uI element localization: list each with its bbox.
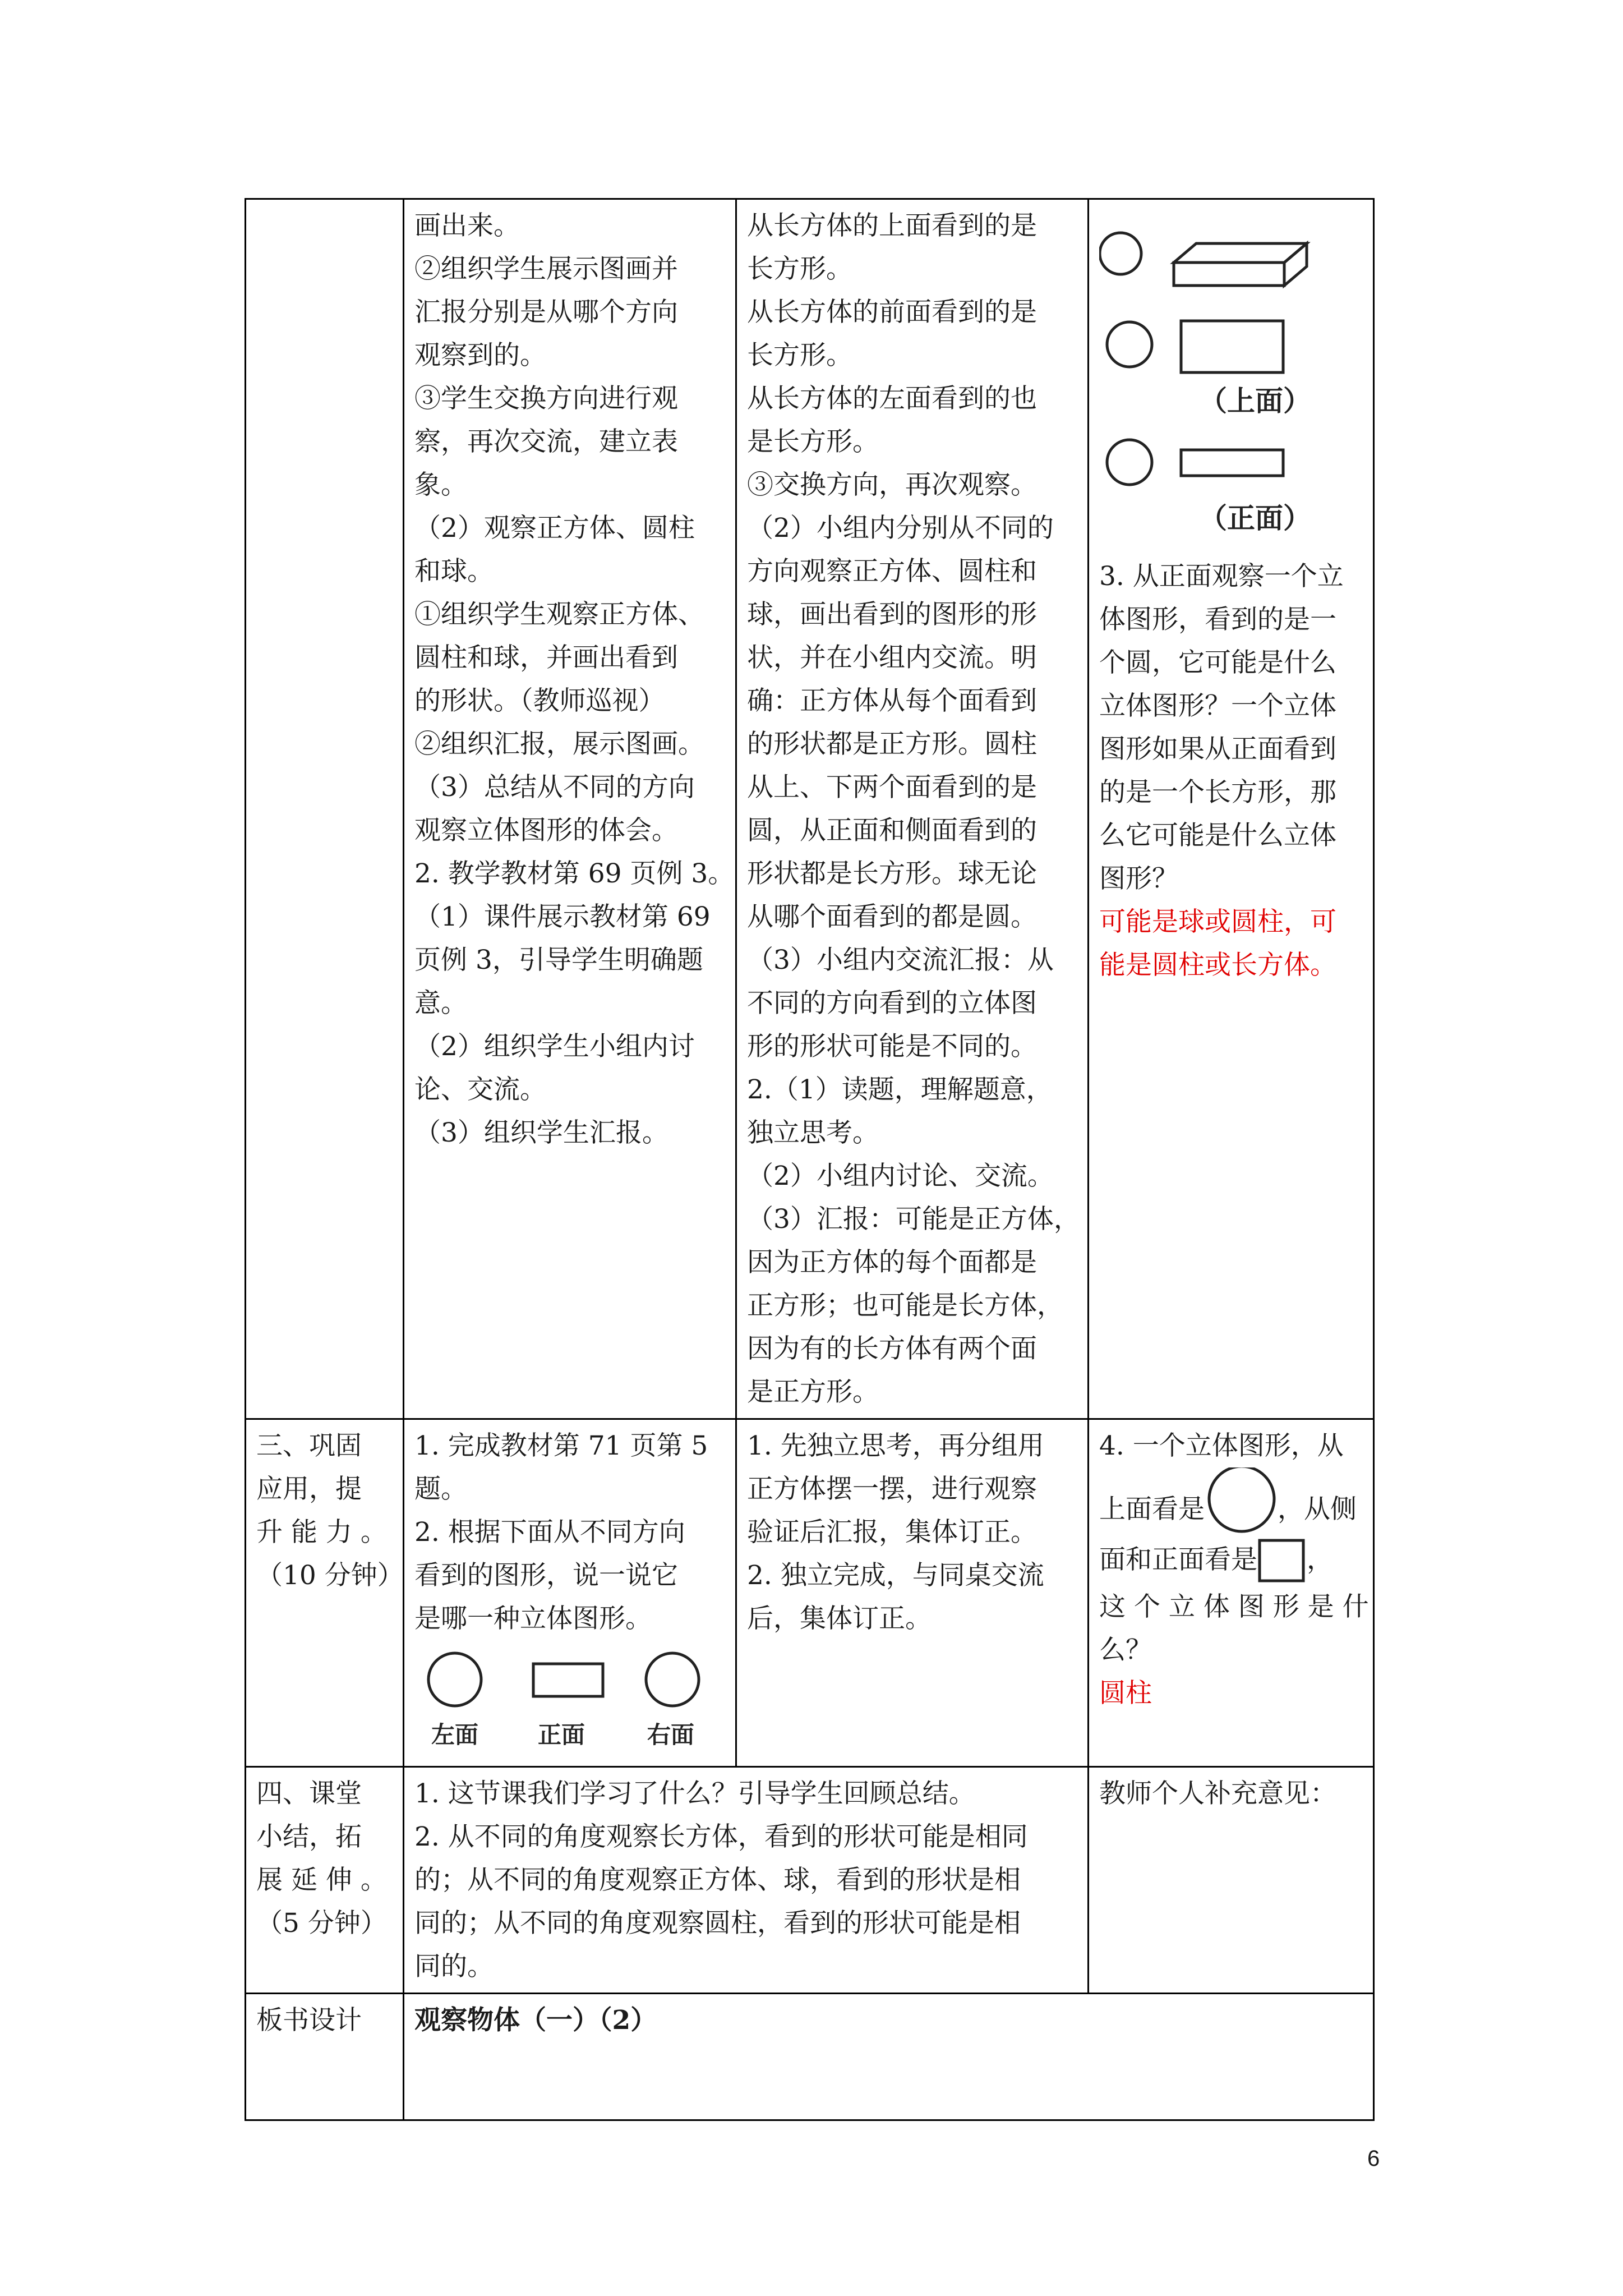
rectangle-shape [1181,450,1283,476]
summary-line: 2. 从不同的角度观察长方体，看到的形状可能是相同 [414,1821,1028,1852]
table-row-summary [246,1767,1374,1994]
student-activity-line: 正方形；也可能是长方体， [747,1290,1063,1321]
teacher-activity-line: 观察到的。 [414,340,546,371]
student-activity-line: ③交换方向，再次观察。 [747,470,1037,500]
teacher-activity-line: （2）组织学生小组内讨 [414,1031,695,1062]
answer-line: 能是圆柱或长方体。 [1099,950,1336,981]
teacher-activity-line: 2. 根据下面从不同方向 [414,1517,685,1548]
teacher-activity-line: 2. 教学教材第 69 页例 3。 [414,858,735,889]
student-activity-line: 从长方体的左面看到的也 [747,383,1037,414]
student-activity-line: 1. 先独立思考，再分组用 [747,1430,1044,1461]
table-row-consolidation [246,1419,1374,1767]
student-activity-line: （3）汇报：可能是正方体， [747,1204,1080,1235]
student-activity-line: 形的形状可能是不同的。 [747,1031,1037,1062]
board-design-label-cell [246,1994,404,2120]
answer-line: 可能是球或圆柱，可 [1099,907,1336,937]
lesson-plan-table [245,198,1375,2121]
circle-shape [428,1653,481,1706]
table-row-board-design [246,1994,1374,2120]
teacher-activity-line: 圆柱和球，并画出看到 [414,642,678,673]
summary-line: 的；从不同的角度观察正方体、球，看到的形状是相 [414,1865,1021,1895]
view-label-front: 正面 [538,1721,585,1749]
teacher-activity-cell [404,199,736,1419]
teacher-activity-line: （1）课件展示教材第 69 [414,901,711,932]
square-shape [1257,1538,1307,1585]
exercise-line: 这 个 立 体 图 形 是 什 [1099,1591,1369,1622]
student-activity-line: 确：正方体从每个面看到 [747,685,1037,716]
teacher-note-label: 教师个人补充意见： [1099,1778,1336,1809]
summary-line: 同的；从不同的角度观察圆柱，看到的形状可能是相 [414,1908,1021,1939]
teacher-activity-line: ③学生交换方向进行观 [414,383,678,414]
circle-shape [646,1653,699,1706]
teacher-activity-line: 看到的图形，说一说它 [414,1560,678,1591]
student-activity-line: 因为有的长方体有两个面 [747,1333,1037,1364]
exercise-cell [1089,199,1374,1419]
circle-shape [1107,440,1152,485]
exercise-text [1099,555,1364,900]
stage-label-line: 升 能 力 。 [256,1517,387,1548]
exercise-line: 3. 从正面观察一个立 [1099,561,1344,592]
student-activity-line: 球，画出看到的图形的形 [747,599,1037,630]
student-activity-line: （2）小组内分别从不同的 [747,513,1054,544]
teacher-activity-line: 页例 3，引导学生明确题 [414,945,703,976]
stage-label-line: 展 延 伸 。 [256,1865,387,1895]
teacher-activity-line: 是哪一种立体图形。 [414,1603,652,1634]
teacher-activity-line: （2）观察正方体、圆柱 [414,513,695,544]
teacher-activity-line: 1. 完成教材第 71 页第 5 [414,1430,708,1461]
board-design-content-cell [404,1994,1374,2120]
student-activity-line: 长方形。 [747,254,852,284]
answer-text: 圆柱 [1099,1678,1152,1709]
student-activity-line: 圆，从正面和侧面看到的 [747,815,1037,846]
student-activity-line: 从长方体的上面看到的是 [747,210,1037,241]
student-activity-line: （2）小组内讨论、交流。 [747,1161,1054,1191]
circle-shape [1107,322,1152,367]
student-activity-line: 从哪个面看到的都是圆。 [747,901,1037,932]
figure-label-top: （上面） [1199,385,1311,417]
student-activity-line: 2.（1）读题，理解题意， [747,1074,1053,1105]
teacher-activity-line: 象。 [414,470,467,500]
exercise-line: 图形？ [1099,863,1178,894]
summary-line: 同的。 [414,1951,494,1982]
student-activity-line: 状，并在小组内交流。明 [747,642,1037,673]
circle-shape [1205,1467,1278,1535]
exercise-line: 图形如果从正面看到 [1099,734,1336,765]
exercise-line: 面和正面看是 ， [1099,1535,1364,1585]
teacher-activity-line: ②组织学生展示图画并 [414,254,678,284]
exercise-line: 立体图形？一个立体 [1099,691,1336,721]
page-number: 6 [1367,2146,1380,2171]
student-activity-line: 长方形。 [747,340,852,371]
teacher-activity-line: （3）组织学生汇报。 [414,1117,668,1148]
teacher-activity-cell [404,1419,736,1767]
student-activity-cell [736,199,1089,1419]
student-activity-line: 从上、下两个面看到的是 [747,772,1037,803]
student-activity-cell [736,1419,1089,1767]
student-activity-line: 从长方体的前面看到的是 [747,297,1037,328]
rectangle-shape [533,1664,603,1696]
stage-cell-empty [246,199,404,1419]
teacher-activity-line: 意。 [414,988,467,1019]
exercise-line: 体图形，看到的是一 [1099,604,1336,635]
student-activity-line: 验证后汇报，集体订正。 [747,1517,1037,1548]
exercise-line: 么？ [1099,1635,1152,1665]
rectangle-shape [1181,321,1283,372]
teacher-note-cell [1089,1767,1374,1994]
stage-cell-consolidation [246,1419,404,1767]
answer-text [1099,900,1364,987]
stage-label-line: 四、课堂 [256,1778,362,1809]
cuboid-icon [1174,243,1307,286]
exercise-line: 个圆，它可能是什么 [1099,647,1336,678]
teacher-activity-line: 画出来。 [414,210,520,241]
teacher-activity-line: ②组织汇报，展示图画。 [414,729,704,760]
student-activity-line: 方向观察正方体、圆柱和 [747,556,1037,587]
table-row-process-continued [246,199,1374,1419]
teacher-activity-line: ①组织学生观察正方体、 [414,599,704,630]
student-activity-line: 的形状都是正方形。圆柱 [747,729,1037,760]
student-activity-line: 独立思考。 [747,1117,879,1148]
cuboid-views-figure [1099,204,1363,555]
teacher-activity-line: 题。 [414,1474,467,1504]
exercise-line: 的是一个长方形，那 [1099,777,1336,808]
stage-label-line: （10 分钟） [256,1560,404,1591]
exercise-line: 上面看是 ，从侧 [1099,1467,1364,1535]
figure-label-front: （正面） [1199,502,1311,535]
view-label-left: 左面 [431,1721,479,1749]
three-views-figure [414,1650,717,1757]
stage-label-line: 三、巩固 [256,1430,362,1461]
teacher-activity-line: （3）总结从不同的方向 [414,772,695,803]
exercise-cell [1089,1419,1374,1767]
stage-cell-summary [246,1767,404,1994]
teacher-activity-line: 汇报分别是从哪个方向 [414,297,678,328]
stage-label-line: （5 分钟） [256,1908,387,1939]
student-activity-line: 后，集体订正。 [747,1603,932,1634]
teacher-activity-line: 的形状。（教师巡视） [414,685,665,716]
student-activity-line: 不同的方向看到的立体图 [747,988,1037,1019]
summary-line: 1. 这节课我们学习了什么？引导学生回顾总结。 [414,1778,975,1809]
student-activity-line: 形状都是长方形。球无论 [747,858,1037,889]
teacher-activity-line: 论、交流。 [414,1074,546,1105]
view-label-right: 右面 [647,1721,695,1749]
student-activity-line: 是长方形。 [747,426,879,457]
exercise-line: 4. 一个立体图形，从 [1099,1430,1344,1461]
stage-label-line: 应用，提 [256,1474,362,1504]
stage-label-line: 小结，拓 [256,1821,362,1852]
board-design-label: 板书设计 [256,2005,362,2036]
teacher-activity-line: 和球。 [414,556,494,587]
student-activity-line: 2. 独立完成，与同桌交流 [747,1560,1044,1591]
board-design-title: 观察物体（一）（2） [414,2005,657,2036]
exercise-line: 么它可能是什么立体 [1099,820,1336,851]
student-activity-line: 是正方形。 [747,1377,879,1407]
teacher-activity-line: 察，再次交流，建立表 [414,426,678,457]
teacher-activity-line: 观察立体图形的体会。 [414,815,678,846]
student-activity-line: 正方体摆一摆，进行观察 [747,1474,1037,1504]
circle-shape [1100,233,1141,274]
student-activity-line: 因为正方体的每个面都是 [747,1247,1037,1278]
summary-content-cell [404,1767,1089,1994]
student-activity-line: （3）小组内交流汇报：从 [747,945,1054,976]
